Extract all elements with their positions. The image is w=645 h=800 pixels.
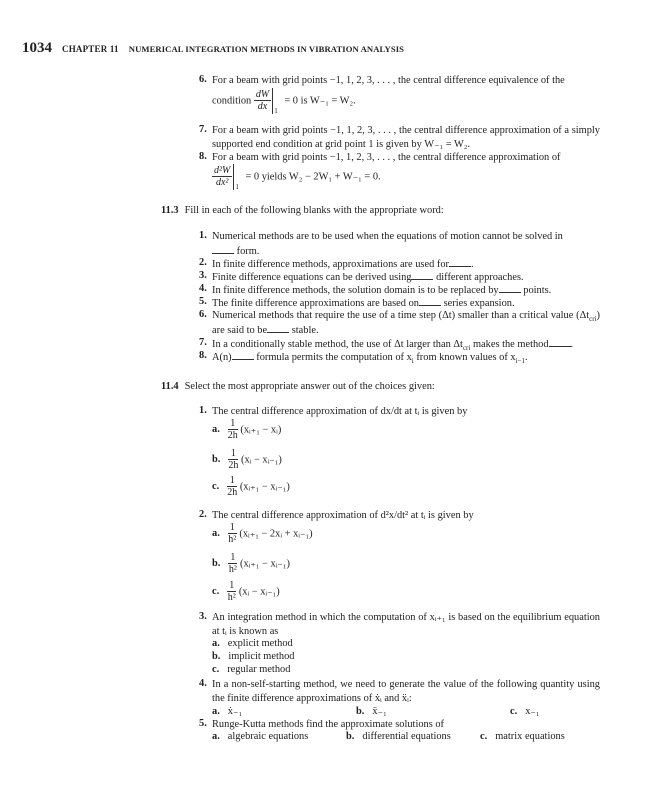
mc1-b-frac [228, 448, 238, 472]
fill-2-blank[interactable] [449, 257, 471, 267]
mc5-option-b[interactable] [346, 731, 451, 742]
mc3-text: An integration method in which the computation of xᵢ₊₁ is based on the equilibrium equation at tᵢ is known as [212, 612, 600, 637]
q6-line1: For a beam with grid points −1, 1, 2, 3, . . . , the central difference equivalence of the [212, 75, 565, 86]
mc1-a-frac [228, 418, 238, 442]
fill-7-number: 7. [199, 337, 207, 348]
mc3-c-text: regular method [227, 664, 291, 675]
fill-6-number: 6. [199, 309, 207, 320]
mc3-b-text: implicit method [228, 651, 295, 662]
mc2-b-letter: b. [212, 558, 221, 570]
mc2-c-den: h² [227, 592, 236, 603]
fill-5-blank[interactable] [419, 296, 441, 306]
mc5-c-letter: c. [480, 731, 488, 742]
q6-condition-word: condition [212, 95, 252, 107]
mc1-c-letter: c. [212, 481, 220, 493]
mc5-b-text: differential equations [362, 731, 451, 742]
chapter-title: NUMERICAL INTEGRATION METHODS IN VIBRATION ANALYSIS [128, 44, 405, 54]
q8-number: 8. [199, 151, 207, 162]
section-11-3-label: 11.3 [161, 205, 179, 216]
mc1-c-num: 1 [227, 475, 237, 487]
mc1-c-expr: (xᵢ₊₁ − xᵢ₋₁) [239, 481, 290, 493]
mc4-option-c[interactable] [510, 705, 540, 717]
mc4-text: In a non-self-starting method, we need to generate the value of the following quantity using the finite difference approximations of ẋᵢ and ẍᵢ: [212, 679, 600, 704]
fill-6-head: Numerical methods that require the use of a time step (Δt) smaller than a critical value (Δt [212, 310, 590, 321]
mc3-a-letter: a. [212, 638, 220, 649]
q6-eval-point: 1 [274, 107, 278, 116]
q6-frac-num: dW [255, 89, 270, 100]
section-11-3-heading [161, 205, 444, 216]
fill-7-sub: cri [462, 344, 471, 353]
fill-2-tail: . [470, 259, 474, 270]
mc1-a-letter: a. [212, 424, 220, 436]
q6-derivative [254, 89, 271, 113]
mc2-b-den: h² [228, 564, 237, 575]
q8-line1: For a beam with grid points −1, 1, 2, 3, . . . , the central difference approximation of [212, 152, 561, 163]
mc2-a-letter: a. [212, 528, 220, 540]
mc1-c-den: 2h [227, 487, 238, 498]
fill-5-number: 5. [199, 296, 207, 307]
mc3-option-c[interactable] [212, 664, 290, 675]
fill-5-head: The finite difference approximations are based on [212, 298, 419, 309]
fill-4-head: In finite difference methods, the solution domain is to be replaced by [212, 285, 499, 296]
mc1-a-expr: (xᵢ₊₁ − xᵢ) [240, 424, 282, 436]
fill-3-blank[interactable] [411, 270, 433, 280]
q6-condition [212, 88, 356, 124]
mc1-b-expr: (xᵢ − xᵢ₋₁) [241, 454, 282, 466]
fill-5-tail: series expansion. [443, 298, 515, 309]
mc2-option-c[interactable] [212, 580, 280, 604]
mc1-text: The central difference approximation of dx/dt at tᵢ is given by [212, 406, 468, 417]
mc2-b-frac [228, 552, 237, 576]
fill-4-tail: points. [523, 285, 552, 296]
fill-8-head: A(n) [212, 352, 232, 363]
mc3-a-text: explicit method [227, 638, 293, 649]
fill-8-mid2: from known values of x [413, 352, 516, 363]
q8-rest: = 0 yields W₂ − 2W₁ + W₋₁ = 0. [245, 171, 381, 183]
mc3-option-a[interactable] [212, 638, 293, 649]
q8-condition [212, 164, 381, 200]
mc5-a-letter: a. [212, 731, 220, 742]
mc2-a-den: h² [228, 534, 237, 545]
fill-8-tail: . [525, 352, 528, 363]
fill-2-number: 2. [199, 257, 207, 268]
mc4-c-text: x₋₁ [525, 706, 540, 717]
fill-7-tail: . [570, 339, 574, 350]
mc1-b-num: 1 [228, 448, 238, 460]
q6-rest: = 0 is W₋₁ = W₂. [284, 95, 356, 107]
mc4-number: 4. [199, 678, 207, 689]
mc1-a-den: 2h [227, 430, 238, 441]
mc4-a-letter: a. [212, 706, 220, 717]
section-11-4-text: Select the most appropriate answer out of the choices given: [184, 381, 435, 392]
mc2-a-frac [228, 522, 237, 546]
fill-8-blank[interactable] [232, 350, 254, 360]
fill-4-blank[interactable] [499, 283, 521, 293]
mc4-b-letter: b. [356, 706, 365, 717]
mc5-number: 5. [199, 718, 207, 729]
mc1-option-c[interactable] [212, 475, 290, 499]
page-number: 1034 [22, 40, 52, 56]
fill-8-sub1: i [411, 357, 414, 366]
q6-number: 6. [199, 74, 207, 85]
fill-1-blank[interactable] [212, 244, 234, 254]
mc4-c-letter: c. [510, 706, 518, 717]
mc5-text: Runge-Kutta methods find the approximate solutions of [212, 719, 445, 730]
fill-2-head: In finite difference methods, approximations are used for [212, 259, 449, 270]
q8-frac-num: d²W [214, 165, 231, 176]
mc2-option-b[interactable] [212, 552, 290, 576]
mc2-option-a[interactable] [212, 522, 313, 546]
mc1-b-den: 2h [228, 460, 239, 471]
q7-number: 7. [199, 124, 207, 135]
fill-7-head: In a conditionally stable method, the use of Δt larger than Δt [212, 339, 463, 350]
mc5-a-text: algebraic equations [227, 731, 309, 742]
mc1-option-b[interactable] [212, 448, 282, 472]
fill-8-sub2: i−1 [515, 357, 526, 366]
fill-3-head: Finite difference equations can be derived using [212, 272, 412, 283]
mc1-b-letter: b. [212, 454, 221, 466]
fill-6-sub: cri [589, 315, 597, 324]
mc4-option-b[interactable] [356, 705, 387, 717]
mc2-c-expr: (xᵢ − xᵢ₋₁) [238, 586, 280, 598]
mc2-b-num: 1 [230, 552, 236, 563]
mc3-number: 3. [199, 611, 207, 622]
mc1-c-frac [227, 475, 237, 499]
mc5-c-text: matrix equations [495, 731, 565, 742]
q8-derivative [212, 165, 232, 189]
q8-frac-den: dx² [215, 177, 229, 188]
mc3-b-letter: b. [212, 651, 221, 662]
page-header [22, 39, 404, 57]
mc4-b-text: ẍ₋₁ [372, 706, 387, 717]
mc5-b-letter: b. [346, 731, 355, 742]
fill-1-line1: Numerical methods are to be used when the equations of motion cannot be solved in [212, 231, 563, 242]
chapter-label: CHAPTER 11 [62, 44, 119, 54]
q7-text: For a beam with grid points −1, 1, 2, 3, . . . , the central difference approximation of a simply supported end condition at grid point 1 is given by W₋₁ = W₂. [212, 125, 600, 150]
fill-7-mid: makes the method [470, 339, 549, 350]
mc4-option-a[interactable] [212, 705, 242, 717]
fill-6-blank[interactable] [267, 323, 289, 333]
fill-1-tail: form. [236, 246, 260, 257]
section-11-4-heading [161, 381, 435, 392]
fill-6-mid: ) are said to be [212, 310, 600, 336]
mc1-number: 1. [199, 405, 207, 416]
mc3-option-b[interactable] [212, 651, 294, 662]
mc1-option-a[interactable] [212, 418, 281, 442]
fill-4-number: 4. [199, 283, 207, 294]
fill-8-number: 8. [199, 350, 207, 361]
fill-6-tail: stable. [291, 324, 319, 336]
mc2-a-expr: (xᵢ₊₁ − 2xᵢ + xᵢ₋₁) [239, 528, 313, 540]
fill-8-mid1: formula permits the computation of x [256, 352, 412, 363]
mc2-a-num: 1 [229, 522, 235, 533]
fill-8-text [212, 350, 528, 365]
fill-1-number: 1. [199, 230, 207, 241]
mc2-c-letter: c. [212, 586, 220, 598]
mc2-c-num: 1 [229, 580, 235, 591]
q8-eval-point: 1 [235, 183, 239, 192]
q6-frac-den: dx [257, 101, 268, 112]
mc2-text: The central difference approximation of d²x/dt² at tᵢ is given by [212, 510, 474, 521]
mc2-b-expr: (xᵢ₊₁ − xᵢ₋₁) [240, 558, 290, 570]
mc4-a-text: ẋ₋₁ [227, 706, 243, 717]
mc2-c-frac [227, 580, 236, 604]
mc2-number: 2. [199, 509, 207, 520]
mc1-a-num: 1 [228, 418, 238, 430]
mc5-option-a[interactable] [212, 731, 308, 742]
mc3-c-letter: c. [212, 664, 220, 675]
fill-7-blank[interactable] [549, 337, 571, 347]
fill-3-number: 3. [199, 270, 207, 281]
fill-3-tail: different approaches. [436, 272, 524, 283]
fill-6-text [212, 309, 600, 337]
mc5-option-c[interactable] [480, 731, 565, 742]
section-11-4-label: 11.4 [161, 381, 179, 392]
section-11-3-text: Fill in each of the following blanks with the appropriate word: [184, 205, 444, 216]
